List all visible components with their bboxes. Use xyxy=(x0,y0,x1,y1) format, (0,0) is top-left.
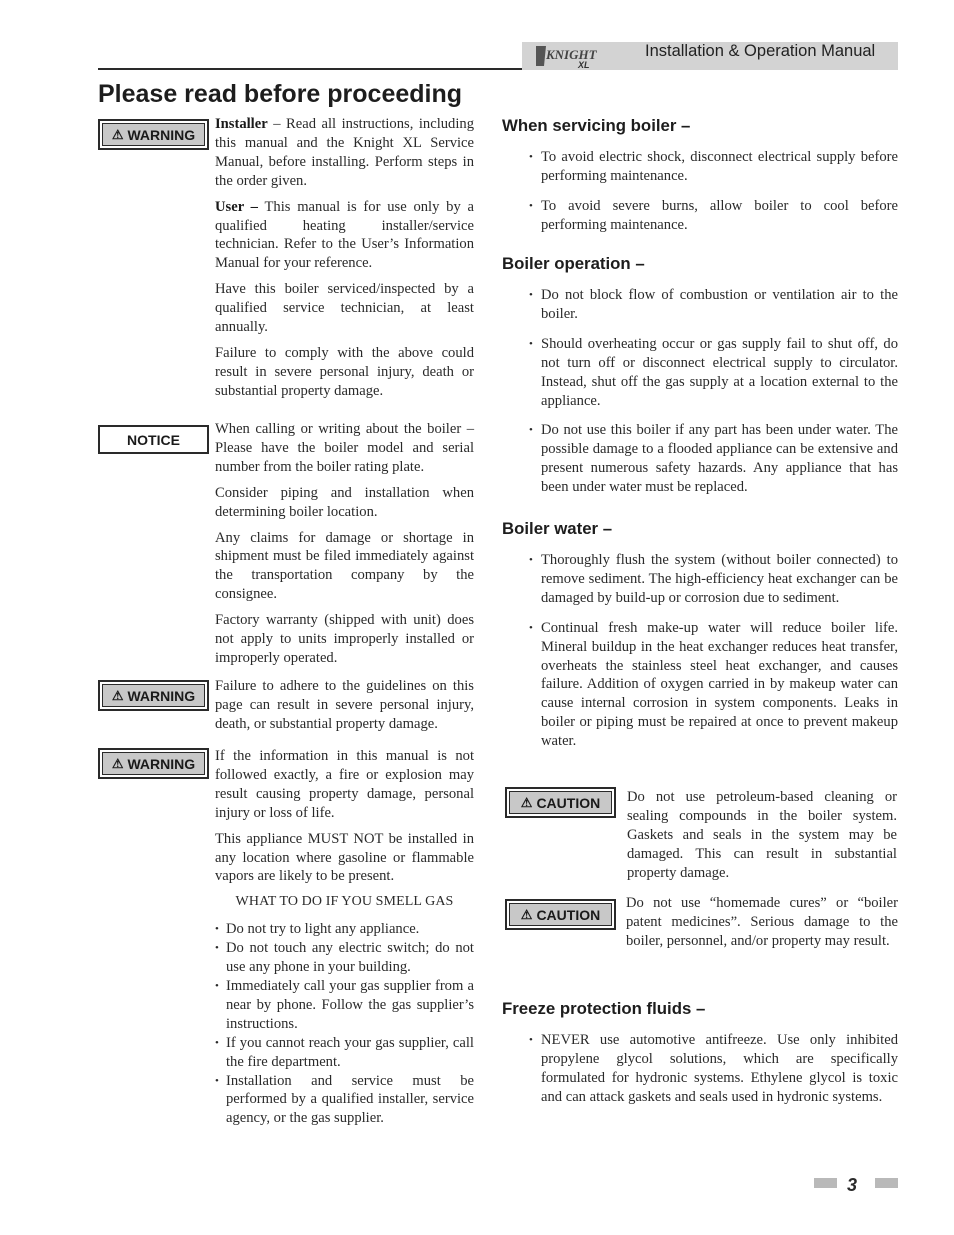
list-item: • Do not use this boiler if any part has been under water. The possible damage to a flooded appliance can be extensive and present numerous safety hazards. Any appliance that has been under water must be replaced. xyxy=(527,421,898,497)
warning1-text: Installer – Read all instructions, including this manual and the Knight XL Service Manual, before installing. Perform steps in the order given. User – This manual is for use only by a qualified heating installer/service technician. Refer to the User’s Information Manual for your reference. Have this boiler serviced/inspected by a qualified service technician, at least annually. Failure to comply with the above could result in severe personal injury, death or substantial property damage. xyxy=(215,116,475,399)
footer-bar-left xyxy=(814,1178,837,1188)
list-item: • Do not try to light any appliance. xyxy=(215,920,474,939)
warning2-text xyxy=(215,677,474,741)
notice-badge xyxy=(98,425,209,454)
header-rule xyxy=(98,68,522,70)
warning-triangle-icon: ⚠ xyxy=(111,755,124,771)
paragraph: Failure to comply with the above could result in severe personal injury, death or substantial property damage. xyxy=(215,344,474,399)
section-heading-freeze: Freeze protection fluids – xyxy=(502,999,706,1018)
list-item: • If you cannot reach your gas supplier, call the fire department. xyxy=(215,1034,474,1072)
svg-text:KNIGHT: KNIGHT xyxy=(546,47,597,62)
knight-xl-logo xyxy=(534,42,604,70)
list-item: • Should overheating occur or gas supply fail to shut off, do not turn off or disconnect electrical supply to circulator. Instead, shut off the gas supply at a location external to the appliance. xyxy=(527,335,898,411)
paragraph: Any claims for damage or shortage in shipment must be filed immediately against the transportation company by the consignee. xyxy=(215,529,474,603)
paragraph: Have this boiler serviced/inspected by a qualified service technician, at least annually. xyxy=(215,281,474,336)
freeze-list xyxy=(527,1031,898,1107)
warning-label: WARNING xyxy=(127,126,196,143)
caution-label: CAUTION xyxy=(536,906,601,923)
paragraph: Failure to adhere to the guidelines on this page can result in severe personal injury, death, or substantial property damage. xyxy=(215,678,474,732)
warning-triangle-icon: ⚠ xyxy=(520,794,533,810)
list-item: • Do not touch any electric switch; do not use any phone in your building. xyxy=(215,939,474,977)
caution2-text xyxy=(626,894,898,958)
svg-text:XL: XL xyxy=(578,60,590,70)
paragraph: If the information in this manual is not followed exactly, a fire or explosion may result causing property damage, personal injury or loss of life. xyxy=(215,748,474,821)
warning-label: WARNING xyxy=(127,755,196,772)
warning-badge xyxy=(98,748,209,779)
section-heading-operation: Boiler operation – xyxy=(502,254,645,273)
list-item: • To avoid severe burns, allow boiler to cool before performing maintenance. xyxy=(527,197,898,235)
caution-label: CAUTION xyxy=(536,794,601,811)
list-item: • Thoroughly flush the system (without boiler connected) to remove sediment. The high-efficiency heat exchanger can be damaged by build-up or corrosion due to sediment. xyxy=(527,551,898,608)
section-heading-servicing: When servicing boiler – xyxy=(502,116,691,135)
installer-label: Installer xyxy=(215,116,268,132)
list-item: • NEVER use automotive antifreeze. Use only inhibited propylene glycol solutions, which are specifically formulated for hydronic systems. Ethylene glycol is toxic and can attack gaskets and seals used in hydronic systems. xyxy=(527,1031,898,1107)
warning3-text xyxy=(215,747,474,1128)
paragraph: Do not use “homemade cures” or “boiler patent medicines”. Serious damage to the boiler, personnel, and/or property may result. xyxy=(626,895,898,949)
warning-label: WARNING xyxy=(127,687,196,704)
list-item: • Installation and service must be performed by a qualified installer, service agency, or the gas supplier. xyxy=(215,1072,474,1129)
list-item: • Immediately call your gas supplier from a near by phone. Follow the gas supplier’s instructions. xyxy=(215,977,474,1034)
paragraph: This appliance MUST NOT be installed in any location where gasoline or flammable vapors are likely to be present. xyxy=(215,830,474,885)
caution1-text xyxy=(627,788,897,890)
warning-badge xyxy=(98,680,209,711)
warning-triangle-icon: ⚠ xyxy=(111,126,124,142)
warning-triangle-icon: ⚠ xyxy=(111,687,124,703)
paragraph: When calling or writing about the boiler – Please have the boiler model and serial number from the boiler rating plate. xyxy=(215,421,474,475)
paragraph: Do not use petroleum-based cleaning or sealing compounds in the boiler system. Gaskets and seals in the system may be damaged. This can result in substantial property damage. xyxy=(627,789,897,881)
notice-text xyxy=(215,420,474,675)
user-label: User – xyxy=(215,198,258,215)
paragraph: Factory warranty (shipped with unit) does not apply to units improperly installed or improperly operated. xyxy=(215,612,474,666)
list-item: • Do not block flow of combustion or ventilation air to the boiler. xyxy=(527,286,898,324)
paragraph: Consider piping and installation when determining boiler location. xyxy=(215,484,474,520)
operation-list xyxy=(527,286,898,497)
caution-badge xyxy=(505,899,616,930)
footer-bar-right xyxy=(875,1178,898,1188)
list-item: • To avoid electric shock, disconnect electrical supply before performing maintenance. xyxy=(527,148,898,186)
page-title: Please read before proceeding xyxy=(98,80,463,108)
caution-badge xyxy=(505,787,616,818)
notice-label: NOTICE xyxy=(127,431,180,448)
manual-title: Installation & Operation Manual xyxy=(645,42,876,60)
section-heading-water: Boiler water – xyxy=(502,519,613,538)
servicing-list xyxy=(527,148,898,235)
water-list xyxy=(527,551,898,751)
smell-gas-heading: WHAT TO DO IF YOU SMELL GAS xyxy=(235,894,454,910)
smell-gas-list xyxy=(215,920,474,1128)
page-number: 3 xyxy=(847,1175,858,1195)
warning-triangle-icon: ⚠ xyxy=(520,906,533,922)
list-item: • Continual fresh make-up water will reduce boiler life. Mineral buildup in the heat exchanger reduces heat transfer, overheats the stainless steel heat exchanger, and causes failure. Addition of oxygen carried in by makeup water can cause internal corrosion in system components. Leaks in boiler or piping must be repaired at once to prevent makeup water. xyxy=(527,619,898,751)
warning-badge xyxy=(98,119,209,150)
